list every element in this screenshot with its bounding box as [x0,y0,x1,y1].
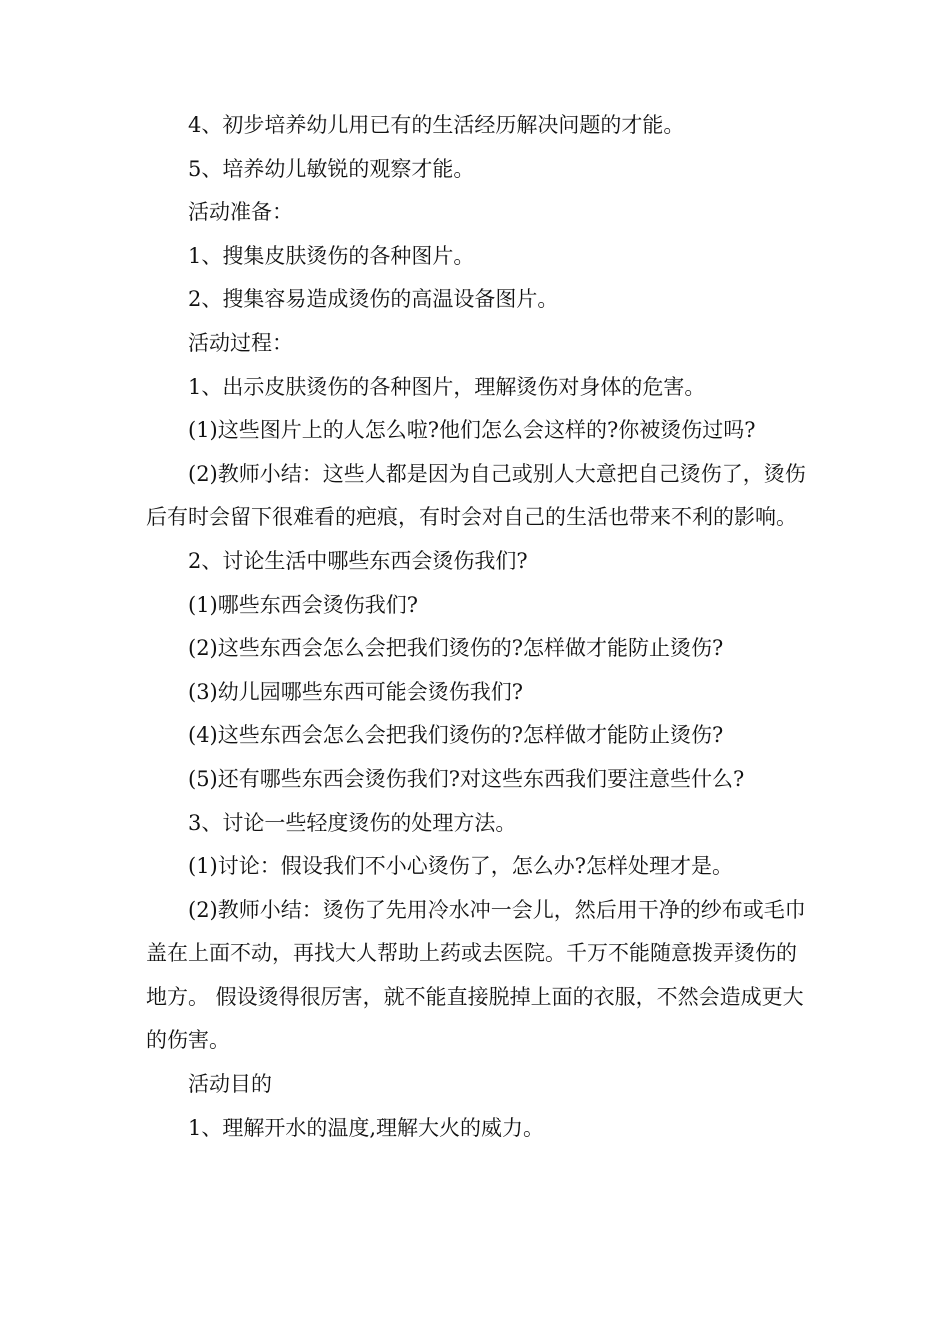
document-body [146,104,806,1150]
process-step-2-q1: (1)哪些东西会烫伤我们? [188,592,419,617]
process-step-1-question: (1)这些图片上的人怎么啦?他们怎么会这样的?你被烫伤过吗? [188,418,756,443]
process-step-3-summary: (2)教师小结：烫伤了先用冷水冲一会儿，然后用干净的纱布或毛巾盖在上面不动，再找大人帮助上药或去医院。千万不能随意拨弄烫伤的地方。 假设烫得很厉害，就不能直接脱掉上面的衣服，不然会造成更大的伤害。 [146,897,806,1053]
goal-item-5: 5、培养幼儿敏锐的观察才能。 [188,156,475,181]
goal-item-4: 4、初步培养幼儿用已有的生活经历解决问题的才能。 [188,113,685,137]
process-step-2-q4: (4)这些东西会怎么会把我们烫伤的?怎样做才能防止烫伤? [188,723,724,748]
section-heading-preparation: 活动准备： [188,200,293,225]
process-step-2: 2、讨论生活中哪些东西会烫伤我们? [188,548,528,573]
process-step-2-q5: (5)还有哪些东西会烫伤我们?对这些东西我们要注意些什么? [188,766,745,791]
process-step-3: 3、讨论一些轻度烫伤的处理方法。 [188,810,517,835]
process-step-2-q2: (2)这些东西会怎么会把我们烫伤的?怎样做才能防止烫伤? [188,636,724,661]
section-heading-goals: 活动目的 [188,1072,272,1097]
goal-item-1: 1、理解开水的温度,理解大火的威力。 [188,1115,545,1140]
section-heading-process: 活动过程： [188,330,293,355]
process-step-2-q3: (3)幼儿园哪些东西可能会烫伤我们? [188,679,524,704]
process-step-3-discussion: (1)讨论：假设我们不小心烫伤了，怎么办?怎样处理才是。 [188,854,734,879]
preparation-item-2: 2、搜集容易造成烫伤的高温设备图片。 [188,287,559,312]
process-step-1: 1、出示皮肤烫伤的各种图片，理解烫伤对身体的危害。 [188,374,706,399]
preparation-item-1: 1、搜集皮肤烫伤的各种图片。 [188,243,475,268]
process-step-1-summary: (2)教师小结：这些人都是因为自己或别人大意把自己烫伤了，烫伤后有时会留下很难看的疤痕，有时会对自己的生活也带来不利的影响。 [146,461,806,530]
